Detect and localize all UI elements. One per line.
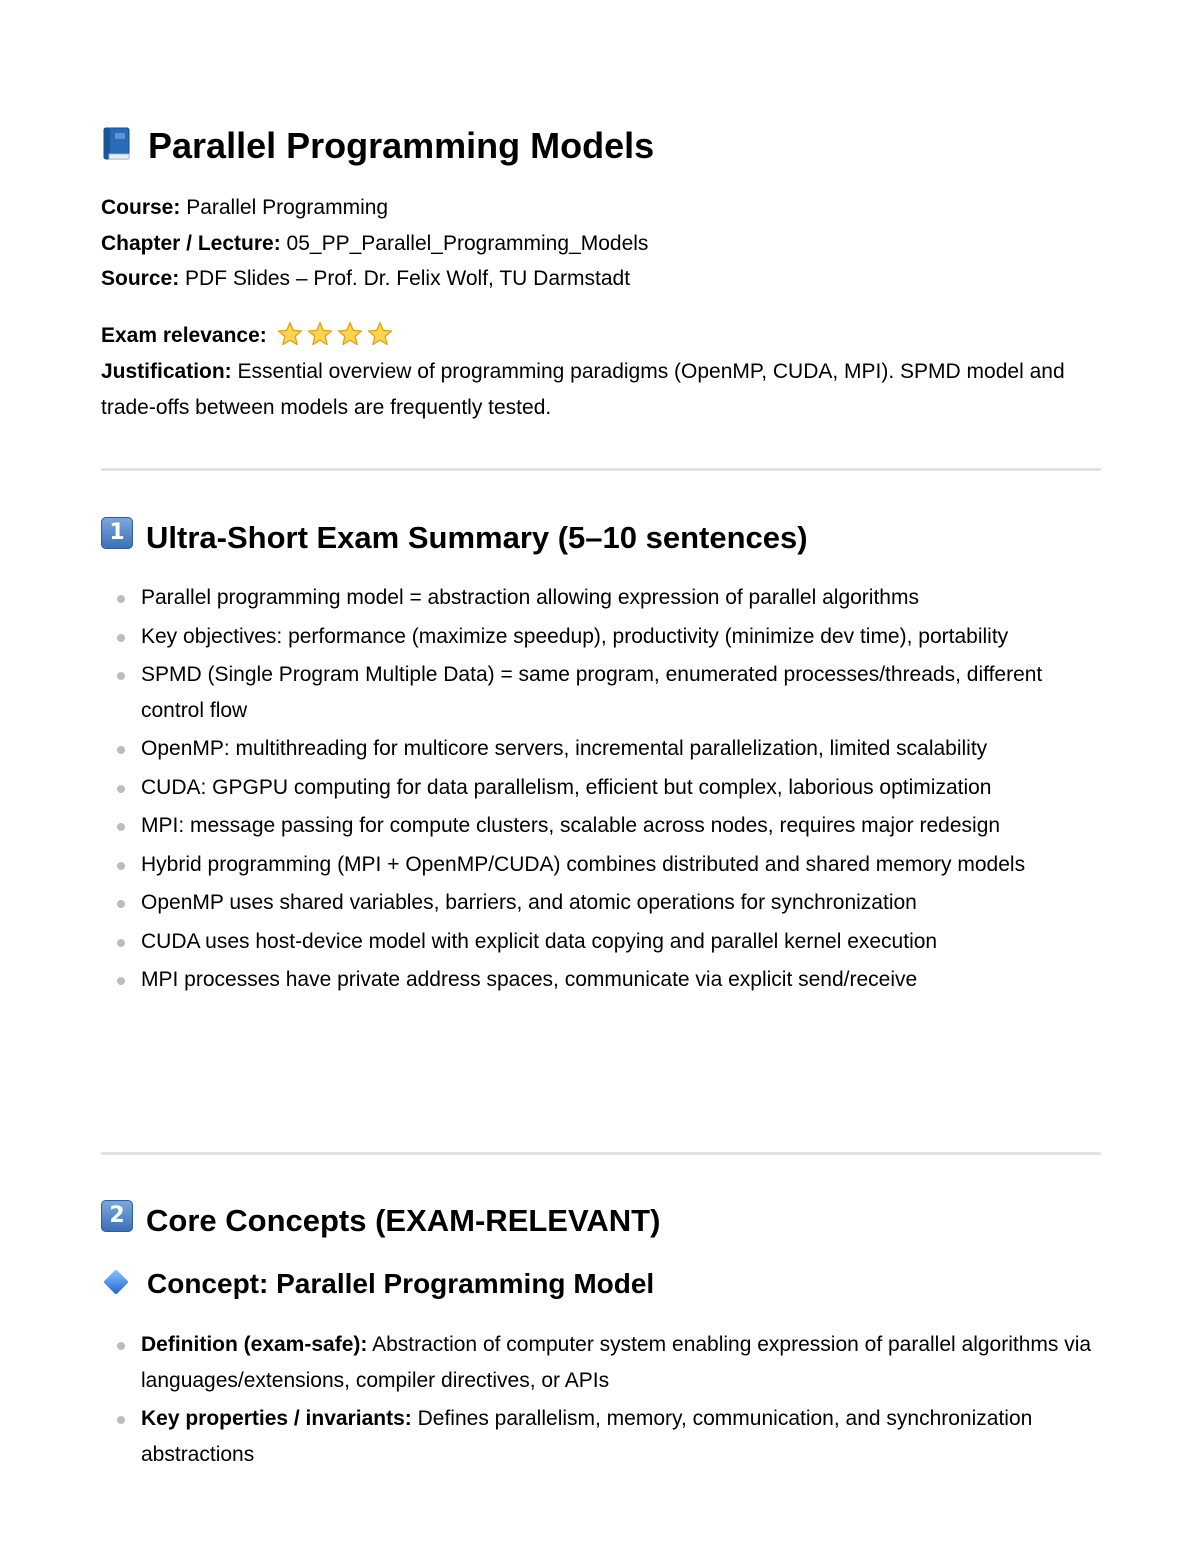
list-item: OpenMP uses shared variables, barriers, and atomic operations for synchronization	[101, 885, 1101, 921]
divider	[101, 468, 1101, 471]
concept-list	[101, 1327, 1101, 1475]
source-label: Source:	[101, 267, 180, 290]
justification-value: Essential overview of programming paradigms (OpenMP, CUDA, MPI). SPMD model and trade-offs between models are frequently tested.	[101, 360, 1065, 419]
concept-heading	[101, 1264, 654, 1304]
summary-list	[101, 580, 1101, 1001]
list-item	[101, 1327, 1101, 1398]
meta-source	[101, 261, 630, 296]
star-icon	[307, 321, 333, 347]
list-item	[101, 1401, 1101, 1472]
list-item: OpenMP: multithreading for multicore servers, incremental parallelization, limited scalability	[101, 731, 1101, 767]
list-item-label: Definition (exam-safe):	[141, 1333, 368, 1356]
divider	[101, 1152, 1101, 1155]
meta-course	[101, 190, 388, 225]
list-item: CUDA: GPGPU computing for data parallelism, efficient but complex, laborious optimization	[101, 770, 1101, 806]
list-item: CUDA uses host-device model with explicit data copying and parallel kernel execution	[101, 924, 1101, 960]
section-heading-summary	[101, 516, 808, 560]
section-title: Core Concepts (EXAM-RELEVANT)	[146, 1203, 661, 1238]
chapter-label: Chapter / Lecture:	[101, 232, 281, 255]
page-title	[101, 120, 654, 172]
star-icon	[277, 321, 303, 347]
course-value: Parallel Programming	[186, 196, 389, 219]
list-item-label: Key properties / invariants:	[141, 1407, 412, 1430]
list-item-text: Defines parallelism, memory, communication, and synchronization abstractions	[141, 1407, 1033, 1466]
list-item-text: Abstraction of computer system enabling expression of parallel algorithms via languages/extensions, compiler directives, or APIs	[141, 1333, 1092, 1392]
keycap-two-icon: 2	[101, 1200, 133, 1232]
section-heading-core-concepts	[101, 1199, 660, 1243]
list-item: Hybrid programming (MPI + OpenMP/CUDA) combines distributed and shared memory models	[101, 847, 1101, 883]
exam-relevance-stars	[277, 318, 397, 353]
keycap-one-icon: 1	[101, 517, 133, 549]
list-item: MPI processes have private address spaces, communicate via explicit send/receive	[101, 962, 1101, 998]
concept-title: Concept: Parallel Programming Model	[147, 1268, 655, 1299]
meta-chapter	[101, 226, 648, 261]
course-label: Course:	[101, 196, 181, 219]
page-title-text: Parallel Programming Models	[148, 125, 655, 166]
blue-book-icon	[101, 123, 131, 157]
source-value: PDF Slides – Prof. Dr. Felix Wolf, TU Darmstadt	[185, 267, 631, 290]
meta-justification	[101, 354, 1091, 425]
list-item: MPI: message passing for compute clusters, scalable across nodes, requires major redesign	[101, 808, 1101, 844]
justification-label: Justification:	[101, 360, 232, 383]
section-title: Ultra-Short Exam Summary (5–10 sentences)	[146, 520, 808, 555]
meta-exam-relevance	[101, 318, 397, 353]
list-item: SPMD (Single Program Multiple Data) = same program, enumerated processes/threads, different control flow	[101, 657, 1101, 728]
blue-diamond-icon	[103, 1269, 128, 1294]
list-item: Key objectives: performance (maximize speedup), productivity (minimize dev time), portability	[101, 619, 1101, 655]
exam-relevance-label: Exam relevance:	[101, 324, 267, 347]
list-item: Parallel programming model = abstraction allowing expression of parallel algorithms	[101, 580, 1101, 616]
chapter-value: 05_PP_Parallel_Programming_Models	[286, 232, 649, 255]
star-icon	[367, 321, 393, 347]
star-icon	[337, 321, 363, 347]
